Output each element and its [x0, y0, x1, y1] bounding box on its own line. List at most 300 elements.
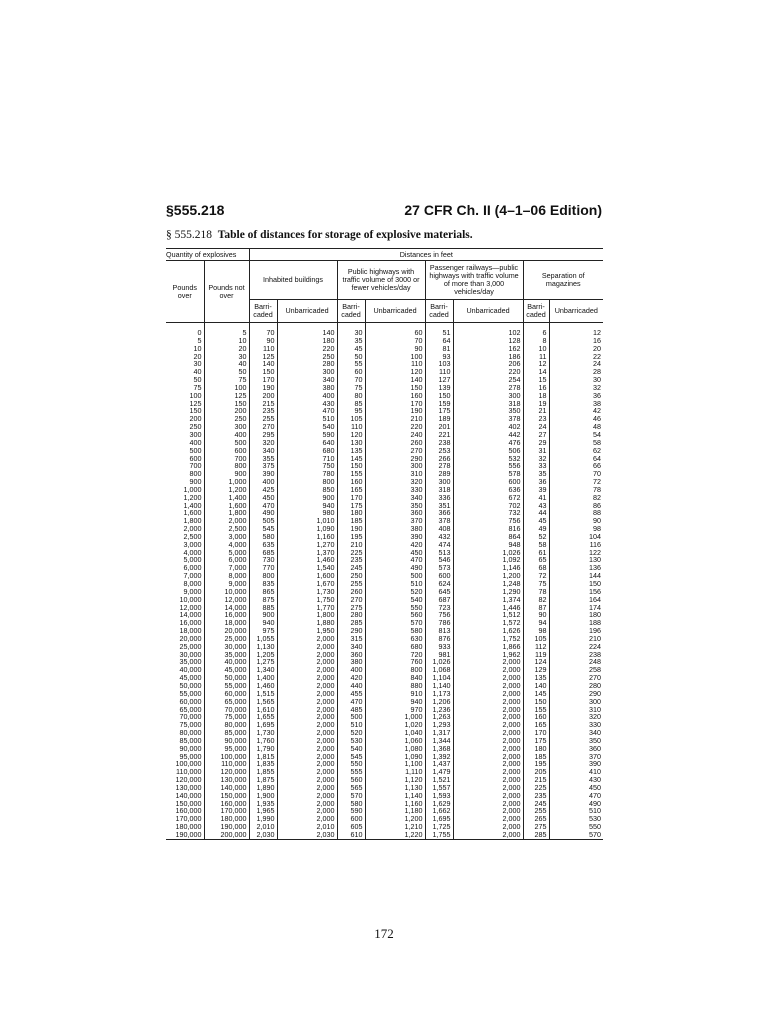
highway-unbarricaded-cell: 330: [365, 486, 425, 494]
pounds-over-cell: 25,000: [179, 641, 202, 651]
pounds-over-cell: 1,600: [183, 508, 202, 518]
inhabited-unbarricaded-cell: 750: [277, 462, 337, 470]
pounds-over-cell: 1,400: [183, 500, 202, 510]
magazine-unbarricaded-cell: 570: [549, 831, 603, 839]
railway-barricaded-cell: 1,593: [425, 792, 453, 800]
railway-unbarricaded-cell: 948: [453, 541, 523, 549]
inhabited-unbarricaded-cell: 380: [277, 384, 337, 392]
magazine-unbarricaded-cell: 320: [549, 713, 603, 721]
inhabited-unbarricaded-cell: 2,000: [277, 666, 337, 674]
magazine-barricaded-cell: 175: [523, 737, 549, 745]
pounds-over-cell: 140,000: [175, 790, 202, 800]
pounds-over-cell: 2,000: [183, 524, 202, 534]
pounds-over-cell: 9,000: [183, 586, 202, 596]
inhabited-barricaded-cell: 140: [249, 360, 277, 368]
railway-unbarricaded-cell: 1,026: [453, 549, 523, 557]
railway-unbarricaded-cell: 636: [453, 486, 523, 494]
railway-barricaded-cell: 408: [425, 525, 453, 533]
pounds-not-over-cell: 3,000: [204, 533, 249, 541]
inhabited-unbarricaded-cell: 2,000: [277, 737, 337, 745]
pounds-over-cell: 75,000: [179, 720, 202, 730]
inhabited-unbarricaded-cell: 2,000: [277, 698, 337, 706]
pounds-over-cell: 150: [189, 406, 202, 416]
table-row: [166, 392, 603, 400]
inhabited-barricaded-cell: 425: [249, 486, 277, 494]
highway-unbarricaded-cell: 220: [365, 423, 425, 431]
pounds-not-over-cell: 10,000: [204, 588, 249, 596]
highway-barricaded-cell: 210: [337, 541, 365, 549]
highway-unbarricaded-cell: 970: [365, 706, 425, 714]
inhabited-unbarricaded-cell: 1,460: [277, 556, 337, 564]
railway-barricaded-cell: 93: [425, 353, 453, 361]
highway-unbarricaded-cell: 1,000: [365, 713, 425, 721]
highway-barricaded-cell: 150: [337, 462, 365, 470]
magazine-barricaded-cell: 105: [523, 635, 549, 643]
caption-section-ref: § 555.218: [166, 229, 212, 241]
railway-unbarricaded-cell: 2,000: [453, 706, 523, 714]
railway-unbarricaded-cell: 2,000: [453, 776, 523, 784]
highway-barricaded-cell: 170: [337, 494, 365, 502]
highway-unbarricaded-cell: 210: [365, 415, 425, 423]
pounds-not-over-cell: 1,600: [204, 502, 249, 510]
railway-unbarricaded-cell: 556: [453, 462, 523, 470]
highway-barricaded-cell: 545: [337, 753, 365, 761]
highway-unbarricaded-cell: 270: [365, 447, 425, 455]
magazine-barricaded-cell: 27: [523, 431, 549, 439]
pounds-over-cell: 80,000: [179, 728, 202, 738]
highway-unbarricaded-cell: 370: [365, 517, 425, 525]
pounds-over-cell: 300: [189, 429, 202, 439]
pounds-over-cell: 16,000: [179, 618, 202, 628]
railway-unbarricaded-cell: 864: [453, 533, 523, 541]
railway-unbarricaded-cell: 1,200: [453, 572, 523, 580]
railway-unbarricaded-cell: 318: [453, 400, 523, 408]
pounds-not-over-cell: 110,000: [204, 760, 249, 768]
highway-barricaded-cell: 580: [337, 800, 365, 808]
highway-unbarricaded-cell: 380: [365, 525, 425, 533]
inhabited-unbarricaded-cell: 2,000: [277, 784, 337, 792]
inhabited-unbarricaded-cell: 2,000: [277, 706, 337, 714]
highway-unbarricaded-cell: 840: [365, 674, 425, 682]
highway-barricaded-cell: 340: [337, 643, 365, 651]
inhabited-barricaded-cell: 2,010: [249, 823, 277, 831]
magazine-unbarricaded-cell: 248: [549, 658, 603, 666]
railway-barricaded-cell: 1,479: [425, 768, 453, 776]
railway-unbarricaded-cell: 2,000: [453, 807, 523, 815]
magazine-unbarricaded-cell: 24: [549, 360, 603, 368]
railway-barricaded-cell: 1,557: [425, 784, 453, 792]
inhabited-unbarricaded-cell: 180: [277, 337, 337, 345]
magazine-barricaded-cell: 170: [523, 729, 549, 737]
magazine-barricaded-cell: 265: [523, 815, 549, 823]
magazine-unbarricaded-cell: 300: [549, 698, 603, 706]
magazine-barricaded-cell: 45: [523, 517, 549, 525]
highway-unbarricaded-cell: 520: [365, 588, 425, 596]
pounds-over-cell: 5: [197, 335, 202, 345]
pounds-over-cell: 55,000: [179, 688, 202, 698]
pounds-not-over-cell: 700: [204, 455, 249, 463]
inhabited-unbarricaded-cell: 1,010: [277, 517, 337, 525]
highway-unbarricaded-cell: 1,080: [365, 745, 425, 753]
inhabited-barricaded-cell: 835: [249, 580, 277, 588]
railway-barricaded-cell: 546: [425, 556, 453, 564]
inhabited-unbarricaded-cell: 1,090: [277, 525, 337, 533]
magazine-barricaded-cell: 185: [523, 753, 549, 761]
pounds-over-cell: 700: [189, 461, 202, 471]
pounds-not-over-cell: 200,000: [204, 831, 249, 839]
highway-barricaded-cell: 610: [337, 831, 365, 839]
magazine-unbarricaded-cell: 42: [549, 407, 603, 415]
pounds-over-cell: 75: [193, 382, 202, 392]
highway-barricaded-cell: 560: [337, 776, 365, 784]
pounds-not-over-cell: 14,000: [204, 604, 249, 612]
railway-unbarricaded-cell: 102: [453, 323, 523, 337]
highway-barricaded-cell: 280: [337, 611, 365, 619]
table-row: [166, 384, 603, 392]
railway-barricaded-cell: 1,521: [425, 776, 453, 784]
railway-unbarricaded-cell: 1,446: [453, 604, 523, 612]
inhabited-barricaded-cell: 1,935: [249, 800, 277, 808]
magazine-barricaded-cell: 245: [523, 800, 549, 808]
railway-barricaded-cell: 474: [425, 541, 453, 549]
highway-unbarricaded-cell: 170: [365, 400, 425, 408]
pounds-not-over-cell: 40,000: [204, 658, 249, 666]
pounds-over-cell: 125: [189, 398, 202, 408]
highway-unbarricaded-cell: 490: [365, 564, 425, 572]
highway-barricaded-cell: 400: [337, 666, 365, 674]
inhabited-unbarricaded-cell: 800: [277, 478, 337, 486]
highway-barricaded-cell: 260: [337, 588, 365, 596]
highway-unbarricaded-cell: 800: [365, 666, 425, 674]
pounds-not-over-cell: 16,000: [204, 611, 249, 619]
railway-unbarricaded-cell: 1,146: [453, 564, 523, 572]
railway-barricaded-cell: 266: [425, 455, 453, 463]
magazine-unbarricaded-cell: 430: [549, 776, 603, 784]
magazine-unbarricaded-cell: 390: [549, 760, 603, 768]
magazine-barricaded-cell: 285: [523, 831, 549, 839]
magazine-barricaded-cell: 65: [523, 556, 549, 564]
railway-unbarricaded-cell: 2,000: [453, 792, 523, 800]
pounds-over-cell: 5,000: [183, 555, 202, 565]
table-row: [166, 353, 603, 361]
railway-barricaded-cell: 687: [425, 596, 453, 604]
pounds-over-cell: 600: [189, 453, 202, 463]
magazine-barricaded-cell: 24: [523, 423, 549, 431]
inhabited-barricaded-cell: 1,965: [249, 807, 277, 815]
inhabited-unbarricaded-cell: 340: [277, 376, 337, 384]
inhabited-unbarricaded-cell: 850: [277, 486, 337, 494]
magazine-unbarricaded-cell: 280: [549, 682, 603, 690]
highway-unbarricaded-cell: 240: [365, 431, 425, 439]
magazine-unbarricaded-cell: 130: [549, 556, 603, 564]
inhabited-barricaded-cell: 400: [249, 478, 277, 486]
pounds-over-cell: 1,200: [183, 492, 202, 502]
magazine-barricaded-cell: 31: [523, 447, 549, 455]
magazine-unbarricaded-cell: 196: [549, 627, 603, 635]
inhabited-barricaded-cell: 975: [249, 627, 277, 635]
pounds-not-over-cell: 100: [204, 384, 249, 392]
magazine-barricaded-cell: 11: [523, 353, 549, 361]
pounds-over-cell: 400: [189, 437, 202, 447]
inhabited-unbarricaded-cell: 220: [277, 345, 337, 353]
highway-unbarricaded-cell: 1,090: [365, 753, 425, 761]
magazine-barricaded-cell: 52: [523, 533, 549, 541]
magazine-barricaded-cell: 195: [523, 760, 549, 768]
inhabited-barricaded-cell: 1,655: [249, 713, 277, 721]
railway-barricaded-cell: 1,725: [425, 823, 453, 831]
magazine-unbarricaded-cell: 116: [549, 541, 603, 549]
pounds-over-cell: 100,000: [175, 759, 202, 769]
inhabited-barricaded-cell: 940: [249, 619, 277, 627]
railway-barricaded-cell: 238: [425, 439, 453, 447]
pounds-over-cell: 50,000: [179, 680, 202, 690]
pounds-over-cell: 3,000: [183, 539, 202, 549]
highway-barricaded-cell: 30: [337, 323, 365, 337]
railway-unbarricaded-cell: 1,962: [453, 651, 523, 659]
railway-unbarricaded-cell: 476: [453, 439, 523, 447]
pounds-not-over-cell: 5: [204, 323, 249, 337]
pounds-not-over-cell: 1,200: [204, 486, 249, 494]
railway-barricaded-cell: 1,263: [425, 713, 453, 721]
pounds-not-over-cell: 130,000: [204, 776, 249, 784]
highway-barricaded-cell: 160: [337, 478, 365, 486]
railway-barricaded-cell: 159: [425, 400, 453, 408]
magazine-unbarricaded-cell: 238: [549, 651, 603, 659]
railway-barricaded-cell: 513: [425, 549, 453, 557]
railway-barricaded-cell: 81: [425, 345, 453, 353]
highway-barricaded-cell: 290: [337, 627, 365, 635]
railway-unbarricaded-cell: 128: [453, 337, 523, 345]
magazine-unbarricaded-cell: 30: [549, 376, 603, 384]
pounds-over-cell: 1,000: [183, 484, 202, 494]
highway-unbarricaded-cell: 1,040: [365, 729, 425, 737]
inhabited-barricaded-cell: 1,900: [249, 792, 277, 800]
inhabited-unbarricaded-cell: 2,000: [277, 753, 337, 761]
pounds-over-cell: 160,000: [175, 806, 202, 816]
railway-unbarricaded-cell: 672: [453, 494, 523, 502]
railway-barricaded-cell: 189: [425, 415, 453, 423]
pounds-not-over-header: Pounds not over: [204, 261, 249, 323]
highway-unbarricaded-cell: 630: [365, 635, 425, 643]
magazine-unbarricaded-cell: 510: [549, 807, 603, 815]
highway-barricaded-cell: 70: [337, 376, 365, 384]
magazine-barricaded-cell: 32: [523, 455, 549, 463]
pounds-not-over-cell: 1,000: [204, 478, 249, 486]
railway-barricaded-cell: 51: [425, 323, 453, 337]
inhabited-unbarricaded-cell: 2,000: [277, 690, 337, 698]
highway-barricaded-cell: 485: [337, 706, 365, 714]
pounds-not-over-cell: 50,000: [204, 674, 249, 682]
magazine-unbarricaded-cell: 32: [549, 384, 603, 392]
highway-barricaded-cell: 110: [337, 423, 365, 431]
inhabited-unbarricaded-cell: 1,730: [277, 588, 337, 596]
inhabited-barricaded-cell: 255: [249, 415, 277, 423]
pounds-over-cell: 500: [189, 445, 202, 455]
highway-unbarricaded-cell: 540: [365, 596, 425, 604]
pounds-over-cell: 35,000: [179, 657, 202, 667]
inhabited-unbarricaded-cell: 400: [277, 392, 337, 400]
railway-barricaded-cell: 289: [425, 470, 453, 478]
inhabited-barricaded-cell: 1,890: [249, 784, 277, 792]
pounds-over-cell: 6,000: [183, 563, 202, 573]
pounds-over-cell: 170,000: [175, 814, 202, 824]
inhabited-unbarricaded-cell: 2,030: [277, 831, 337, 839]
highway-unbarricaded-cell: 940: [365, 698, 425, 706]
caption-title: Table of distances for storage of explosive materials.: [217, 229, 473, 241]
table-caption: [166, 229, 473, 241]
pounds-over-cell: 0: [197, 328, 202, 337]
railway-barricaded-cell: 573: [425, 564, 453, 572]
railway-unbarricaded-cell: 1,752: [453, 635, 523, 643]
pounds-over-cell: 18,000: [179, 626, 202, 636]
quantity-group-header: Quantity of explosives: [166, 249, 249, 261]
magazine-unbarricaded-cell: 38: [549, 400, 603, 408]
inhabited-unbarricaded-cell: 980: [277, 509, 337, 517]
inhabited-unbarricaded-cell: 430: [277, 400, 337, 408]
magazine-barricaded-cell: 10: [523, 345, 549, 353]
magazine-barricaded-cell: 29: [523, 439, 549, 447]
railway-unbarricaded-cell: 2,000: [453, 768, 523, 776]
highway-barricaded-cell: 285: [337, 619, 365, 627]
highway-barricaded-cell: 270: [337, 596, 365, 604]
pounds-over-cell: 95,000: [179, 751, 202, 761]
inhabited-barricaded-cell: 470: [249, 502, 277, 510]
railway-unbarricaded-cell: 442: [453, 431, 523, 439]
inhabited-barricaded-cell: 1,730: [249, 729, 277, 737]
railway-unbarricaded-cell: 1,290: [453, 588, 523, 596]
inhabited-unbarricaded-cell: 1,880: [277, 619, 337, 627]
magazine-unbarricaded-cell: 164: [549, 596, 603, 604]
railway-unbarricaded-cell: 1,626: [453, 627, 523, 635]
pounds-over-header: Pounds over: [166, 261, 204, 323]
magazine-unbarricaded-cell: 82: [549, 494, 603, 502]
railway-barricaded-cell: 110: [425, 368, 453, 376]
railway-barricaded-cell: 1,236: [425, 706, 453, 714]
highway-unbarricaded-cell: 1,220: [365, 831, 425, 839]
railway-barricaded-cell: 756: [425, 611, 453, 619]
railway-barricaded-cell: 278: [425, 462, 453, 470]
magazine-barricaded-cell: 160: [523, 713, 549, 721]
railway-unbarricaded-cell: 532: [453, 455, 523, 463]
magazine-barricaded-cell: 15: [523, 376, 549, 384]
pounds-not-over-cell: 125: [204, 392, 249, 400]
pounds-over-cell: 150,000: [175, 798, 202, 808]
highway-barricaded-cell: 105: [337, 415, 365, 423]
inhabited-barricaded-cell: 490: [249, 509, 277, 517]
highway-barricaded-cell: 35: [337, 337, 365, 345]
railway-barricaded-cell: 600: [425, 572, 453, 580]
railway-barricaded-cell: 253: [425, 447, 453, 455]
magazine-barricaded-cell: 18: [523, 392, 549, 400]
magazine-barricaded-cell: 87: [523, 604, 549, 612]
pounds-not-over-cell: 40: [204, 360, 249, 368]
highway-barricaded-cell: 570: [337, 792, 365, 800]
highway-barricaded-cell: 225: [337, 549, 365, 557]
highway-barricaded-cell: 600: [337, 815, 365, 823]
pounds-not-over-cell: 150,000: [204, 792, 249, 800]
inhabited-unbarricaded-cell: 2,000: [277, 760, 337, 768]
pounds-not-over-cell: 75,000: [204, 713, 249, 721]
railway-unbarricaded-cell: 2,000: [453, 666, 523, 674]
magazine-barricaded-cell: 16: [523, 384, 549, 392]
explosives-distance-table: [166, 248, 603, 840]
magazine-barricaded-cell: 215: [523, 776, 549, 784]
railway-unbarricaded-cell: 2,000: [453, 658, 523, 666]
inhabited-barricaded-cell: 1,990: [249, 815, 277, 823]
highway-barricaded-cell: 440: [337, 682, 365, 690]
railway-unbarricaded-cell: 2,000: [453, 674, 523, 682]
inhabited-unbarricaded-cell: 2,000: [277, 658, 337, 666]
pounds-not-over-cell: 190,000: [204, 823, 249, 831]
railway-unbarricaded-cell: 2,000: [453, 745, 523, 753]
magazine-barricaded-cell: 119: [523, 651, 549, 659]
inhabited-unbarricaded-cell: 2,000: [277, 721, 337, 729]
magazine-unbarricaded-cell: 530: [549, 815, 603, 823]
highway-barricaded-cell: 550: [337, 760, 365, 768]
inhabited-buildings-header: Inhabited buildings: [249, 261, 337, 300]
magazine-unbarricaded-cell: 12: [549, 323, 603, 337]
barricaded-header: Barri-caded: [337, 300, 365, 323]
magazine-unbarricaded-cell: 270: [549, 674, 603, 682]
inhabited-unbarricaded-cell: 590: [277, 431, 337, 439]
pounds-not-over-cell: 170,000: [204, 807, 249, 815]
inhabited-unbarricaded-cell: 780: [277, 470, 337, 478]
highway-unbarricaded-cell: 300: [365, 462, 425, 470]
pounds-not-over-cell: 150: [204, 400, 249, 408]
railway-barricaded-cell: 876: [425, 635, 453, 643]
inhabited-barricaded-cell: 1,460: [249, 682, 277, 690]
magazine-barricaded-cell: 44: [523, 509, 549, 517]
magazine-unbarricaded-cell: 350: [549, 737, 603, 745]
magazine-barricaded-cell: 39: [523, 486, 549, 494]
highway-unbarricaded-cell: 1,160: [365, 800, 425, 808]
inhabited-unbarricaded-cell: 2,000: [277, 807, 337, 815]
magazine-unbarricaded-cell: 20: [549, 345, 603, 353]
inhabited-barricaded-cell: 1,790: [249, 745, 277, 753]
inhabited-barricaded-cell: 1,205: [249, 651, 277, 659]
inhabited-barricaded-cell: 150: [249, 368, 277, 376]
railway-unbarricaded-cell: 2,000: [453, 721, 523, 729]
pounds-not-over-cell: 8,000: [204, 572, 249, 580]
pounds-not-over-cell: 10: [204, 337, 249, 345]
railway-unbarricaded-cell: 254: [453, 376, 523, 384]
railway-unbarricaded-cell: 2,000: [453, 737, 523, 745]
pounds-over-cell: 4,000: [183, 547, 202, 557]
pounds-over-cell: 85,000: [179, 735, 202, 745]
highway-unbarricaded-cell: 1,210: [365, 823, 425, 831]
highway-barricaded-cell: 85: [337, 400, 365, 408]
highway-unbarricaded-cell: 110: [365, 360, 425, 368]
magazine-unbarricaded-cell: 78: [549, 486, 603, 494]
highway-barricaded-cell: 590: [337, 807, 365, 815]
railway-unbarricaded-cell: 2,000: [453, 698, 523, 706]
railway-unbarricaded-cell: 2,000: [453, 713, 523, 721]
pounds-over-cell: 20: [193, 351, 202, 361]
inhabited-unbarricaded-cell: 140: [277, 323, 337, 337]
railway-barricaded-cell: 175: [425, 407, 453, 415]
railway-unbarricaded-cell: 2,000: [453, 760, 523, 768]
inhabited-barricaded-cell: 1,815: [249, 753, 277, 761]
pounds-not-over-cell: 50: [204, 368, 249, 376]
highway-unbarricaded-cell: 550: [365, 604, 425, 612]
inhabited-barricaded-cell: 1,760: [249, 737, 277, 745]
railway-barricaded-cell: 1,755: [425, 831, 453, 839]
table-row: [166, 323, 603, 337]
magazine-unbarricaded-cell: 58: [549, 439, 603, 447]
highway-unbarricaded-cell: 1,110: [365, 768, 425, 776]
pounds-not-over-cell: 20: [204, 345, 249, 353]
highway-unbarricaded-cell: 190: [365, 407, 425, 415]
